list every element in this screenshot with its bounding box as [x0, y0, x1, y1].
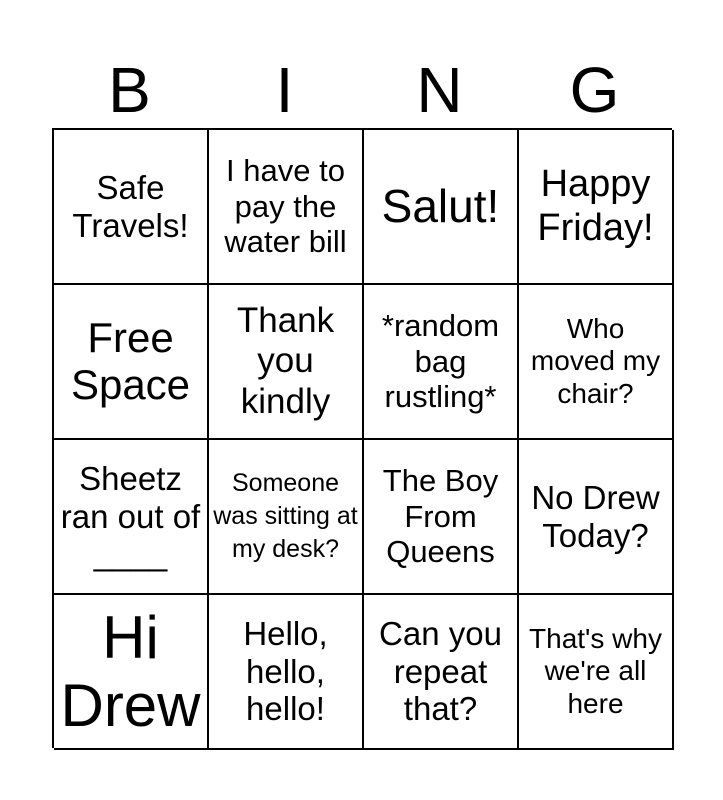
- cell-text: Someone was sitting at my desk?: [213, 469, 358, 563]
- bingo-cell[interactable]: [364, 440, 519, 595]
- header-letter-n: N: [416, 54, 463, 126]
- header-letter-b: B: [108, 54, 151, 126]
- bingo-cell[interactable]: [209, 285, 364, 440]
- cell-text: Can you repeat that?: [379, 614, 502, 728]
- cell-text: *random bag rustling*: [381, 308, 500, 415]
- cell-text: Free Space: [70, 314, 191, 408]
- bingo-cell[interactable]: [519, 130, 674, 285]
- header-letter-i: I: [275, 54, 294, 126]
- bingo-cell free-space[interactable]: [54, 285, 209, 440]
- header-letter-g: G: [569, 54, 620, 126]
- bingo-cell[interactable]: [364, 130, 519, 285]
- bingo-cell[interactable]: [364, 285, 519, 440]
- bingo-cell[interactable]: [364, 595, 519, 750]
- bingo-cell[interactable]: [519, 595, 674, 750]
- bingo-cell[interactable]: [54, 595, 209, 750]
- bingo-cell[interactable]: [209, 595, 364, 750]
- cell-text: The Boy From Queens: [382, 463, 499, 570]
- cell-text: Salut!: [381, 180, 500, 233]
- cell-text: Safe Travels!: [72, 168, 189, 244]
- cell-text: Thank you kindly: [236, 301, 335, 421]
- bingo-cell[interactable]: [519, 440, 674, 595]
- bingo-card-grid: [52, 128, 672, 748]
- bingo-header: [52, 52, 672, 128]
- bingo-cell[interactable]: [54, 440, 209, 595]
- bingo-cell[interactable]: [54, 130, 209, 285]
- cell-text: Who moved my chair?: [530, 313, 661, 409]
- bingo-cell[interactable]: [209, 440, 364, 595]
- cell-text: Happy Friday!: [537, 162, 654, 249]
- cell-text: Hi Drew: [60, 604, 201, 739]
- bingo-cell[interactable]: [519, 285, 674, 440]
- cell-text: No Drew Today?: [531, 478, 660, 554]
- cell-text: I have to pay the water bill: [224, 153, 347, 260]
- cell-text: Sheetz ran out of ____: [60, 459, 201, 573]
- cell-text: That's why we're all here: [529, 623, 662, 719]
- bingo-cell[interactable]: [209, 130, 364, 285]
- cell-text: Hello, hello, hello!: [243, 614, 328, 728]
